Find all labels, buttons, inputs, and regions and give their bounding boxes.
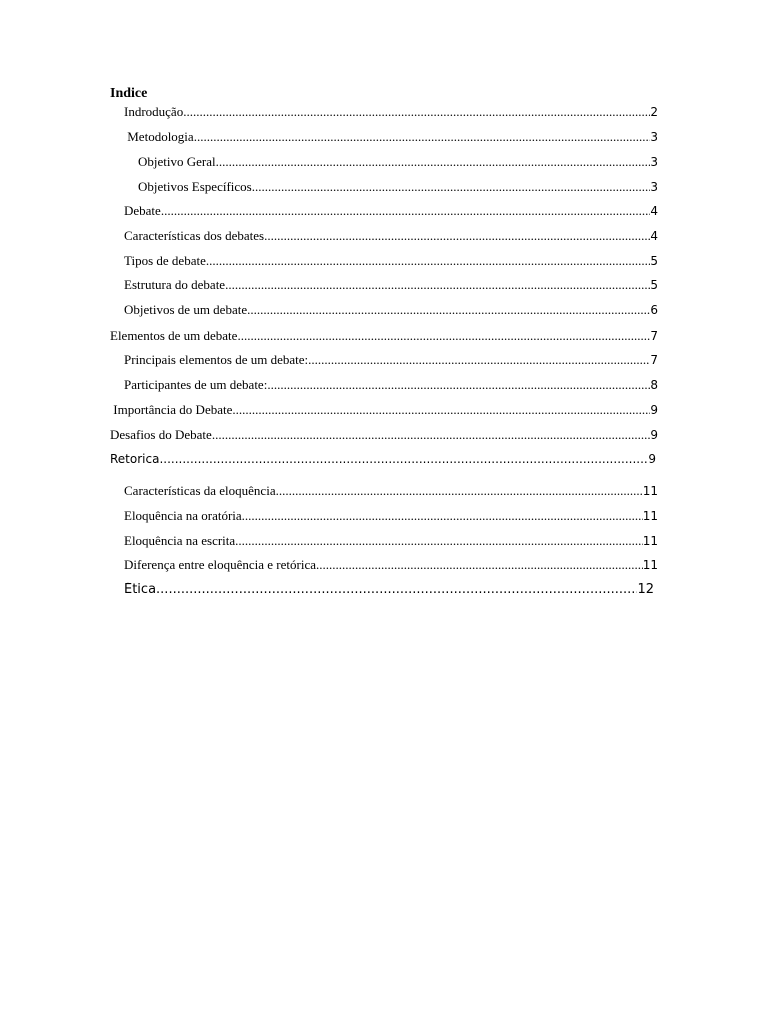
dot-leader	[206, 253, 651, 269]
toc-page-number: 11	[642, 558, 658, 572]
toc-entry-label: Retorica	[110, 452, 160, 466]
toc-page-number: 11	[642, 534, 658, 548]
dot-leader	[225, 277, 650, 293]
toc-entry[interactable]	[124, 129, 658, 145]
toc-entry-label: Principais elementos de um debate:	[124, 352, 309, 367]
toc-page-number: 9	[650, 403, 658, 417]
toc-entry-label: Objetivos Específicos	[138, 179, 252, 194]
toc-entry-label: Eloquência na oratória	[124, 508, 242, 523]
toc-page-number: 3	[650, 155, 658, 169]
toc-entry[interactable]	[110, 451, 656, 467]
dot-leader	[247, 302, 650, 318]
toc-page-number: 6	[650, 303, 658, 317]
toc-entry-label: Elementos de um debate	[110, 328, 238, 343]
dot-leader	[159, 451, 648, 467]
toc-entry-label: Importância do Debate	[110, 402, 233, 417]
dot-leader	[316, 557, 643, 573]
dot-leader	[308, 352, 650, 368]
dot-leader	[235, 533, 643, 549]
toc-page-number: 4	[650, 204, 658, 218]
dot-leader	[156, 582, 637, 598]
toc-entry[interactable]	[124, 228, 658, 244]
toc-entry[interactable]	[124, 582, 654, 598]
toc-entry-label: Estrutura do debate	[124, 277, 226, 292]
toc-entry[interactable]	[124, 277, 658, 293]
dot-leader	[216, 154, 651, 170]
toc-entry-label: Ética	[124, 582, 157, 597]
toc-page-number: 9	[650, 428, 658, 442]
toc-entry-label: Participantes de um debate:	[124, 377, 268, 392]
toc-entry-label: Tipos de debate	[124, 253, 206, 268]
toc-entry-label: Objetivo Geral	[138, 154, 216, 169]
toc-page-number: 7	[650, 353, 658, 367]
dot-leader	[237, 328, 650, 344]
toc-entry-label: Características da eloquência	[124, 483, 276, 498]
toc-page-number: 11	[642, 484, 658, 498]
dot-leader	[267, 377, 650, 393]
toc-entry[interactable]	[124, 377, 658, 393]
toc-entry[interactable]	[124, 253, 658, 269]
toc-title: Indice	[110, 86, 148, 101]
toc-entry[interactable]	[124, 508, 658, 524]
toc-entry[interactable]	[138, 154, 658, 170]
toc-page-number: 4	[650, 229, 658, 243]
dot-leader	[276, 483, 643, 499]
toc-page-number: 7	[650, 329, 658, 343]
toc-page-number: 5	[650, 278, 658, 292]
dot-leader	[161, 203, 651, 219]
toc-page-number: 12	[637, 582, 654, 597]
toc-page-number: 5	[650, 254, 658, 268]
toc-entry-label: Indrodução	[124, 104, 184, 119]
toc-entry[interactable]	[124, 203, 658, 219]
toc-entry[interactable]	[124, 104, 658, 120]
toc-entry[interactable]	[138, 179, 658, 195]
dot-leader	[212, 427, 651, 443]
toc-entry-label: Características dos debates	[124, 228, 265, 243]
toc-entry-label: Metodologia	[124, 129, 194, 144]
dot-leader	[242, 508, 643, 524]
toc-entry[interactable]	[124, 483, 658, 499]
toc-entry-label: Diferença entre eloquência e retórica	[124, 557, 316, 572]
toc-entry-label: Eloquência na escrita	[124, 533, 236, 548]
toc-entry[interactable]	[124, 352, 658, 368]
toc-page-number: 3	[650, 130, 658, 144]
dot-leader	[264, 228, 650, 244]
toc-entry[interactable]	[124, 557, 658, 573]
toc-page-number: 2	[650, 105, 658, 119]
dot-leader	[194, 129, 651, 145]
toc-page-number: 8	[650, 378, 658, 392]
toc-entry-label: Desafios do Debate	[110, 427, 212, 442]
toc-entry[interactable]	[124, 533, 658, 549]
toc-entry-label: Debate	[124, 203, 161, 218]
toc-page-number: 3	[650, 180, 658, 194]
toc-page-number: 9	[648, 452, 656, 466]
toc-entry[interactable]	[110, 402, 658, 418]
dot-leader	[232, 402, 650, 418]
toc-entry[interactable]	[124, 302, 658, 318]
toc-entry[interactable]	[110, 328, 658, 344]
dot-leader	[252, 179, 651, 195]
toc-entry-label: Objetivos de um debate	[124, 302, 248, 317]
dot-leader	[183, 104, 650, 120]
toc-page-number: 11	[642, 509, 658, 523]
toc-entry[interactable]	[110, 427, 658, 443]
